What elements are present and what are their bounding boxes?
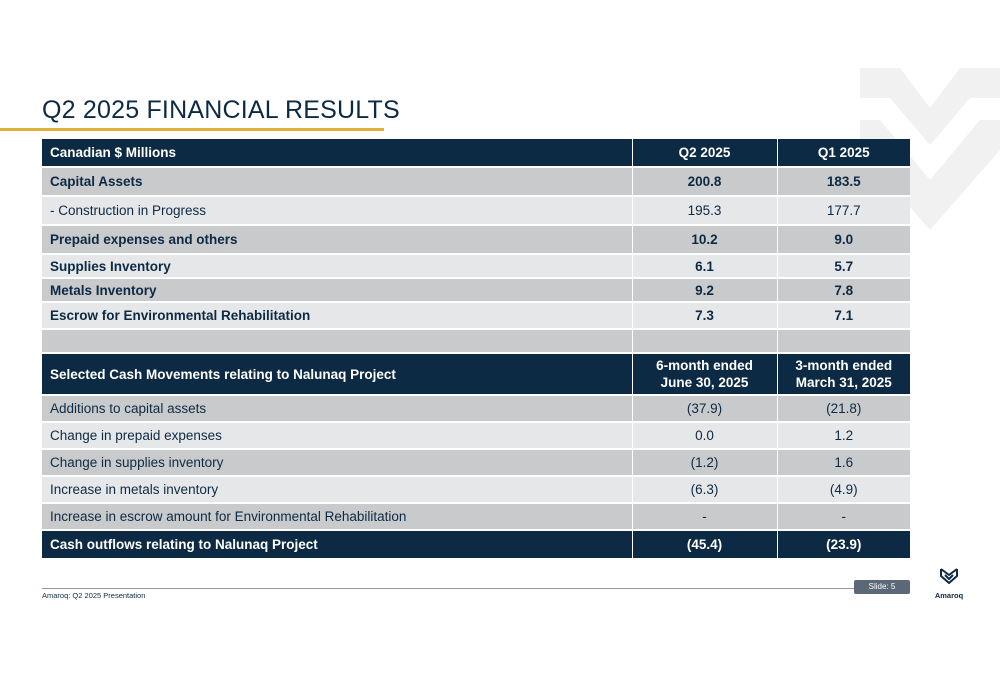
row-value-6m: (6.3) (632, 476, 777, 503)
row-label: Prepaid expenses and others (42, 225, 632, 254)
page-title: Q2 2025 FINANCIAL RESULTS (42, 96, 400, 124)
header-6-month: 6-month ended June 30, 2025 (632, 353, 777, 395)
header-cash-movements: Selected Cash Movements relating to Nalunaq Project (42, 353, 632, 395)
table-row (42, 278, 910, 302)
row-label: Escrow for Environmental Rehabilitation (42, 302, 632, 329)
header-3-month: 3-month ended March 31, 2025 (777, 353, 910, 395)
row-label: Increase in escrow amount for Environmental Rehabilitation (42, 503, 632, 530)
row-value-3m: (21.8) (777, 395, 910, 422)
total-value-6m: (45.4) (632, 530, 777, 559)
footer-divider (42, 588, 854, 589)
header-q1-2025: Q1 2025 (777, 139, 910, 167)
row-value-q1: 183.5 (777, 167, 910, 196)
amaroq-logo-icon (939, 567, 959, 585)
table-row (42, 225, 910, 254)
row-value-3m: 1.2 (777, 422, 910, 449)
table-row (42, 449, 910, 476)
table-row (42, 302, 910, 329)
title-underline (0, 128, 384, 131)
row-value-q2: 9.2 (632, 278, 777, 302)
row-value-3m: (4.9) (777, 476, 910, 503)
row-value-6m: (1.2) (632, 449, 777, 476)
slide-number-badge: Slide: 5 (854, 580, 910, 594)
row-label: Change in prepaid expenses (42, 422, 632, 449)
row-value-q1: 7.1 (777, 302, 910, 329)
row-value-q2: 10.2 (632, 225, 777, 254)
row-label: Additions to capital assets (42, 395, 632, 422)
row-label: Capital Assets (42, 167, 632, 196)
total-value-3m: (23.9) (777, 530, 910, 559)
row-label: Metals Inventory (42, 278, 632, 302)
amaroq-logo (932, 567, 966, 600)
spacer-row (42, 329, 910, 353)
table-row (42, 395, 910, 422)
table-row (42, 167, 910, 196)
row-value-q2: 6.1 (632, 254, 777, 278)
row-value-q1: 177.7 (777, 196, 910, 225)
row-value-q2: 7.3 (632, 302, 777, 329)
table2-header-row (42, 353, 910, 395)
logo-wordmark: Amaroq (934, 591, 964, 600)
row-value-q1: 5.7 (777, 254, 910, 278)
row-value-q1: 9.0 (777, 225, 910, 254)
table-row (42, 503, 910, 530)
row-value-q2: 195.3 (632, 196, 777, 225)
row-value-3m: - (777, 503, 910, 530)
header-label: Canadian $ Millions (42, 139, 632, 167)
row-label: Increase in metals inventory (42, 476, 632, 503)
footer-presentation-name: Amaroq: Q2 2025 Presentation (42, 591, 146, 600)
row-value-q2: 200.8 (632, 167, 777, 196)
row-value-6m: - (632, 503, 777, 530)
table-row (42, 254, 910, 278)
row-label: - Construction in Progress (42, 196, 632, 225)
row-value-3m: 1.6 (777, 449, 910, 476)
row-label: Change in supplies inventory (42, 449, 632, 476)
table-row (42, 476, 910, 503)
financial-results-table (42, 139, 910, 560)
table-row (42, 422, 910, 449)
row-value-6m: (37.9) (632, 395, 777, 422)
total-row (42, 530, 910, 559)
total-label: Cash outflows relating to Nalunaq Project (42, 530, 632, 559)
row-value-6m: 0.0 (632, 422, 777, 449)
table-row (42, 196, 910, 225)
row-value-q1: 7.8 (777, 278, 910, 302)
row-label: Supplies Inventory (42, 254, 632, 278)
header-q2-2025: Q2 2025 (632, 139, 777, 167)
table1-header-row (42, 139, 910, 167)
